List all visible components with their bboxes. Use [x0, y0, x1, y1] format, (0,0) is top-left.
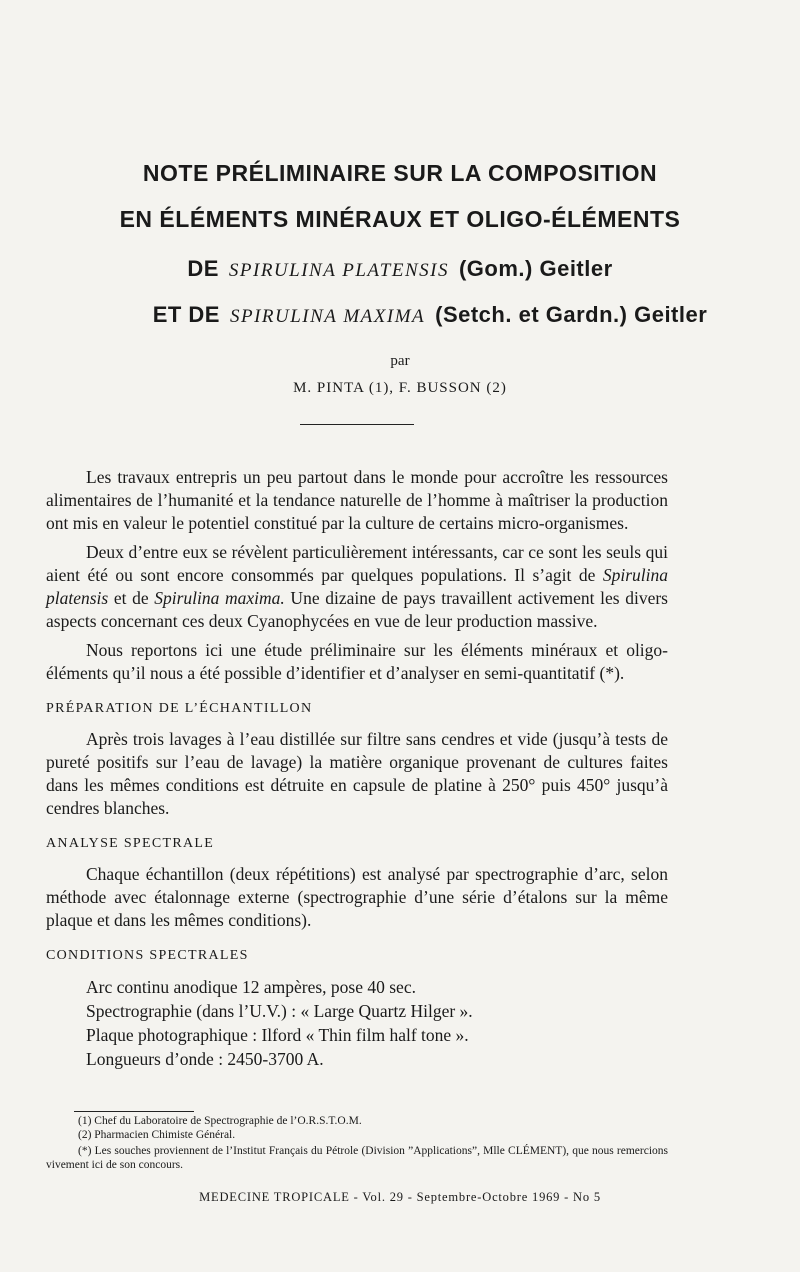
paragraph-intro: Les travaux entrepris un peu partout dans le monde pour accroître les ressources alimentaires de l’humanité et la tendance naturelle de l’homme à maîtriser la production ont mis en valeur le potentiel constitué par la culture de certains micro-organismes.	[46, 467, 668, 533]
species-maxima: Spirulina maxima.	[154, 588, 285, 608]
byline-authors: M. PINTA (1), F. BUSSON (2)	[293, 380, 507, 396]
title-line-4-prefix: ET DE	[152, 302, 220, 327]
paragraph-preparation: Après trois lavages à l’eau distillée sur filtre sans cendres et vide (jusqu’à tests de pureté positifs sur l’eau de lavage) la matière organique provenant de cultures faites dans les mêmes conditions est détruite en capsule de platine à 250° puis 450° jusqu’à cendres blanches.	[46, 729, 668, 818]
title-line-3	[0, 256, 800, 282]
paragraph-organisms-text-c: Une dizaine de pays travaillent activement les divers aspects concernant ces deux Cyanophycées en vue de leur production massive.	[46, 588, 668, 631]
title-line-4	[60, 302, 800, 328]
species-name-maxima: SPIRULINA MAXIMA	[229, 306, 426, 327]
condition-wavelength: Longueurs d’onde : 2450-3700 A.	[86, 1049, 324, 1069]
title-line-3-author: (Gom.) Geitler	[458, 256, 613, 281]
condition-plate: Plaque photographique : Ilford « Thin film half tone ».	[86, 1025, 469, 1045]
footnotes	[46, 1114, 668, 1172]
paragraph-organisms	[46, 541, 668, 633]
title-line-1: NOTE PRÉLIMINAIRE SUR LA COMPOSITION	[142, 160, 658, 186]
section-heading-analysis: ANALYSE SPECTRALE	[46, 836, 215, 851]
condition-spectrograph: Spectrographie (dans l’U.V.) : « Large Quartz Hilger ».	[86, 1001, 473, 1021]
footnote-1: (1) Chef du Laboratoire de Spectrographie de l’O.R.S.T.O.M.	[78, 1115, 362, 1127]
title-line-4-author: (Setch. et Gardn.) Geitler	[435, 302, 708, 327]
byline-par: par	[390, 353, 410, 369]
species-platensis: Spirulina platensis	[46, 565, 668, 608]
species-name-platensis: SPIRULINA PLATENSIS	[228, 260, 449, 281]
title-line-2: EN ÉLÉMENTS MINÉRAUX ET OLIGO-ÉLÉMENTS	[119, 206, 681, 232]
footnote-asterisk: (*) Les souches proviennent de l’Institut Français du Pétrole (Division ”Applications”, Mlle CLÉMENT), que nous remercions vivement ici de son concours.	[46, 1145, 668, 1171]
article-body	[46, 466, 668, 1071]
section-heading-preparation: PRÉPARATION DE L’ÉCHANTILLON	[46, 701, 313, 716]
title-divider	[300, 424, 414, 425]
section-heading-conditions: CONDITIONS SPECTRALES	[46, 948, 249, 963]
footnote-2: (2) Pharmacien Chimiste Général.	[78, 1129, 236, 1141]
title-line-3-prefix: DE	[187, 256, 219, 281]
condition-arc: Arc continu anodique 12 ampères, pose 40 sec.	[86, 977, 416, 997]
paragraph-organisms-text-b: et de	[108, 588, 155, 608]
paragraph-analysis: Chaque échantillon (deux répétitions) est analysé par spectrographie d’arc, selon méthode avec étalonnage externe (spectrographie d’une série d’étalons sur la même plaque et dans les mêmes conditions).	[46, 864, 668, 930]
paragraph-study: Nous reportons ici une étude préliminaire sur les éléments minéraux et oligo-éléments qu’il nous a été possible d’identifier et d’analyser en semi-quantitatif (*).	[46, 640, 668, 683]
journal-footer: MEDECINE TROPICALE - Vol. 29 - Septembre-Octobre 1969 - No 5	[199, 1190, 601, 1204]
paragraph-organisms-text-a: Deux d’entre eux se révèlent particulièrement intéressants, car ce sont les seuls qui aient été ou sont encore consommés par quelques populations. Il s’agit de	[46, 542, 668, 585]
footnote-divider	[74, 1111, 194, 1112]
